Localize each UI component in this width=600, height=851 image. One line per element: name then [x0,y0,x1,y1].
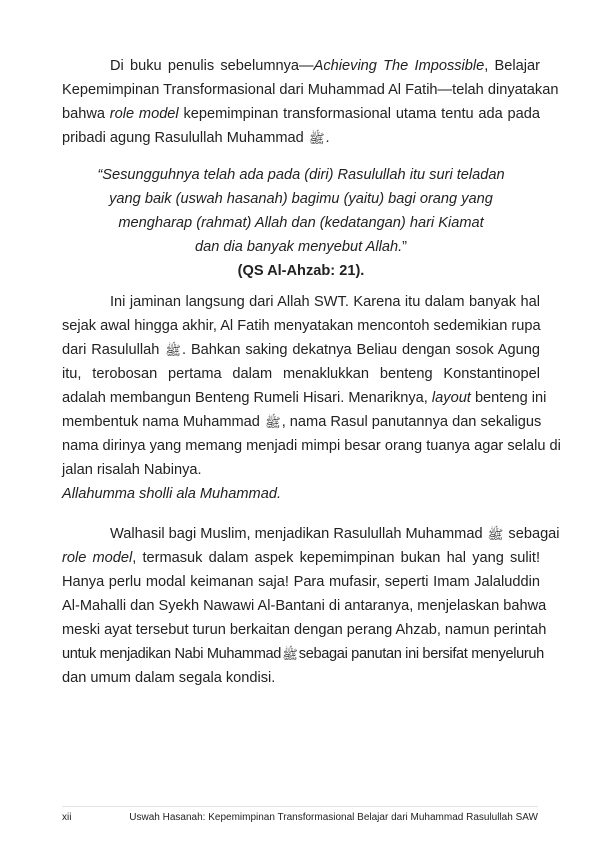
p2-line-3: dari Rasulullah ﷺ. Bahkan saking dekatnya Beliau dengan sosok Agung [62,342,540,358]
salawat-line: Allahumma sholli ala Muhammad. [62,486,281,502]
p3-line-4: Al-Mahalli dan Syekh Nawawi Al-Bantani di antaranya, menjelaskan bahwa [62,598,547,614]
p2-line-1: Ini jaminan langsung dari Allah SWT. Karena itu dalam banyak hal [110,294,540,310]
page-number: xii [62,812,72,823]
p1-line-3: bahwa role model kepemimpinan transformasional utama tentu ada pada [62,106,541,122]
p2-line-4: itu, terobosan pertama dalam menaklukkan benteng Konstantinopel [62,366,540,382]
p3-line-6: untuk menjadikan Nabi Muhammadﷺsebagai panutan ini bersifat menyeluruh [62,646,544,662]
p3-line-5: meski ayat tersebut turun berkaitan dengan perang Ahzab, namun perintah [62,622,547,638]
p3-line-2: role model, termasuk dalam aspek kepemimpinan bukan hal yang sulit! [62,550,540,566]
saw-honorific-icon: ﷺ [308,131,325,146]
footer-divider [62,806,538,807]
p3-line-1: Walhasil bagi Muslim, menjadikan Rasulullah Muhammad ﷺ sebagai [110,526,560,542]
p2-line-7: nama dirinya yang memang menjadi mimpi besar orang tuanya agar selalu di [62,438,561,454]
p2-line-6: membentuk nama Muhammad ﷺ, nama Rasul panutannya dan sekaligus [62,414,542,430]
p2-line-8: jalan risalah Nabinya. [62,462,202,478]
p1-line-1: Di buku penulis sebelumnya—Achieving The Impossible, Belajar [110,58,540,74]
p3-line-7: dan umum dalam segala kondisi. [62,670,276,686]
quote-line-2: yang baik (uswah hasanah) bagimu (yaitu) bagi orang yang [109,191,493,207]
p2-line-5: adalah membangun Benteng Rumeli Hisari. Menariknya, layout benteng ini [62,390,547,406]
paragraph-3 [62,522,560,690]
quote-line-1: “Sesungguhnya telah ada pada (diri) Rasulullah itu suri teladan [97,167,505,183]
p1-line-2: Kepemimpinan Transformasional dari Muhammad Al Fatih—telah dinyatakan [62,82,559,98]
saw-honorific-icon: ﷺ [165,343,181,358]
paragraph-2 [62,290,561,482]
quote-line-3: mengharap (rahmat) Allah dan (kedatangan) hari Kiamat [118,215,484,231]
paragraph-1 [62,54,559,150]
saw-honorific-icon: ﷺ [487,527,504,542]
p2-line-2: sejak awal hingga akhir, Al Fatih menyatakan mencontoh sedemikian rupa [62,318,541,334]
saw-honorific-icon: ﷺ [264,415,281,430]
quran-quote [62,163,540,283]
saw-honorific-icon: ﷺ [282,647,298,662]
running-title: Uswah Hasanah: Kepemimpinan Transformasional Belajar dari Muhammad Rasulullah SAW [129,812,538,823]
quote-line-4: dan dia banyak menyebut Allah.” [194,239,408,255]
p1-line-4: pribadi agung Rasulullah Muhammad ﷺ. [62,130,330,146]
p3-line-3: Hanya perlu modal keimanan saja! Para mufasir, seperti Imam Jalaluddin [62,574,540,590]
quote-reference: (QS Al-Ahzab: 21). [237,263,365,279]
